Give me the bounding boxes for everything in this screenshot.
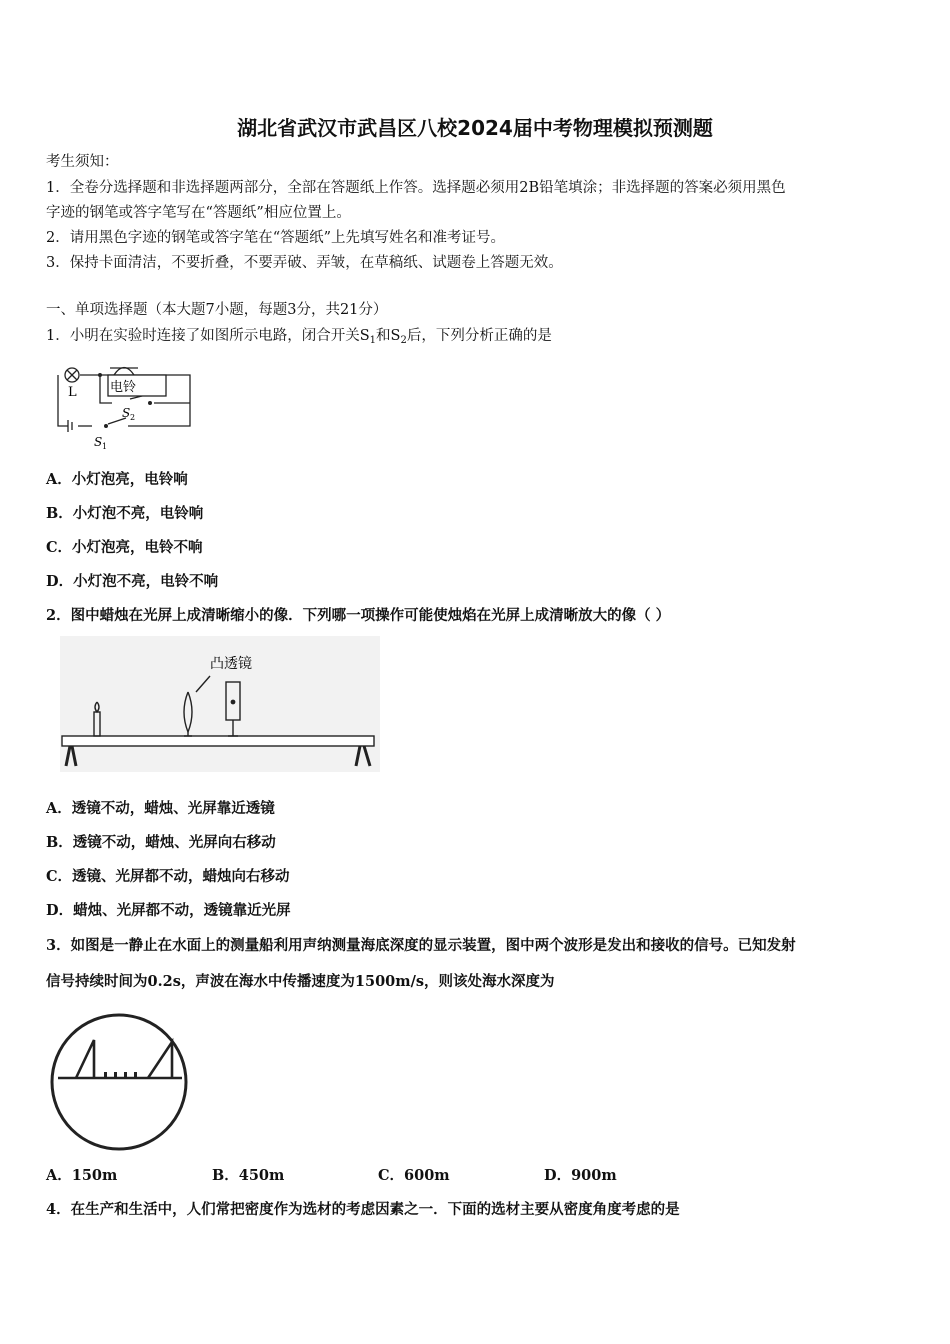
notice-item: 字迹的钢笔或答字笔写在“答题纸”相应位置上。: [46, 205, 351, 221]
q1-option-a[interactable]: A．小灯泡亮，电铃响: [46, 471, 188, 488]
switch-s1-sub: 1: [102, 442, 108, 451]
q3-option-c[interactable]: C．600m: [378, 1167, 450, 1184]
page-title: 湖北省武汉市武昌区八校2024届中考物理模拟预测题: [237, 116, 713, 140]
bell-label: 电铃: [110, 380, 137, 395]
q1-option-b[interactable]: B．小灯泡不亮，电铃响: [46, 505, 204, 522]
optical-bench-diagram: [60, 636, 380, 772]
q1-option-d[interactable]: D．小灯泡不亮，电铃不响: [46, 573, 219, 590]
q1-option-c[interactable]: C．小灯泡亮，电铃不响: [46, 539, 203, 556]
section-heading: 一、单项选择题（本大题7小题，每题3分，共21分）: [46, 302, 388, 318]
q3-options-row: [46, 1166, 710, 1186]
q3-option-b[interactable]: B．450m: [212, 1167, 285, 1184]
q3-option-d[interactable]: D．900m: [544, 1167, 617, 1184]
lamp-label: L: [68, 385, 77, 400]
q2-option-b[interactable]: B．透镜不动，蜡烛、光屏向右移动: [46, 834, 276, 851]
notice-item: 1．全卷分选择题和非选择题两部分，全部在答题纸上作答。选择题必须用2B铅笔填涂；非选择题的答案必须用黑色: [46, 180, 786, 196]
question-2-stem: 2．图中蜡烛在光屏上成清晰缩小的像．下列哪一项操作可能使烛焰在光屏上成清晰放大的像（ ）: [46, 607, 671, 624]
notice-item: 2．请用黑色字迹的钢笔或答字笔在“答题纸”上先填写姓名和准考证号。: [46, 230, 506, 246]
q2-option-d[interactable]: D．蜡烛、光屏都不动，透镜靠近光屏: [46, 902, 291, 919]
convex-lens-label: 凸透镜: [210, 656, 252, 672]
question-1-stem: 1．小明在实验时连接了如图所示电路，闭合开关$S_1$和$S_2$后，下列分析正确的是: [46, 328, 552, 346]
switch-s1-label: S: [94, 435, 103, 449]
switch-s2-sub: 2: [130, 413, 136, 422]
notice-heading: 考生须知：: [46, 154, 119, 170]
q3-option-a[interactable]: A．150m: [46, 1167, 118, 1184]
q2-option-a[interactable]: A．透镜不动，蜡烛、光屏靠近透镜: [46, 800, 275, 817]
question-3-stem-line2: 信号持续时间为0.2s，声波在海水中传播速度为1500m/s，则该处海水深度为: [46, 973, 555, 990]
question-4-stem: 4．在生产和生活中，人们常把密度作为选材的考虑因素之一．下面的选材主要从密度角度考虑的是: [46, 1201, 680, 1218]
notice-item: 3．保持卡面清洁，不要折叠，不要弄破、弄皱，在草稿纸、试题卷上答题无效。: [46, 255, 563, 271]
sonar-display-diagram: [48, 1012, 192, 1152]
question-3-stem-line1: 3．如图是一静止在水面上的测量船利用声纳测量海底深度的显示装置，图中两个波形是发出和接收的信号。已知发射: [46, 937, 796, 954]
switch-s2-label: S: [122, 406, 131, 420]
q2-option-c[interactable]: C．透镜、光屏都不动，蜡烛向右移动: [46, 868, 290, 885]
circuit-diagram: [50, 360, 210, 455]
